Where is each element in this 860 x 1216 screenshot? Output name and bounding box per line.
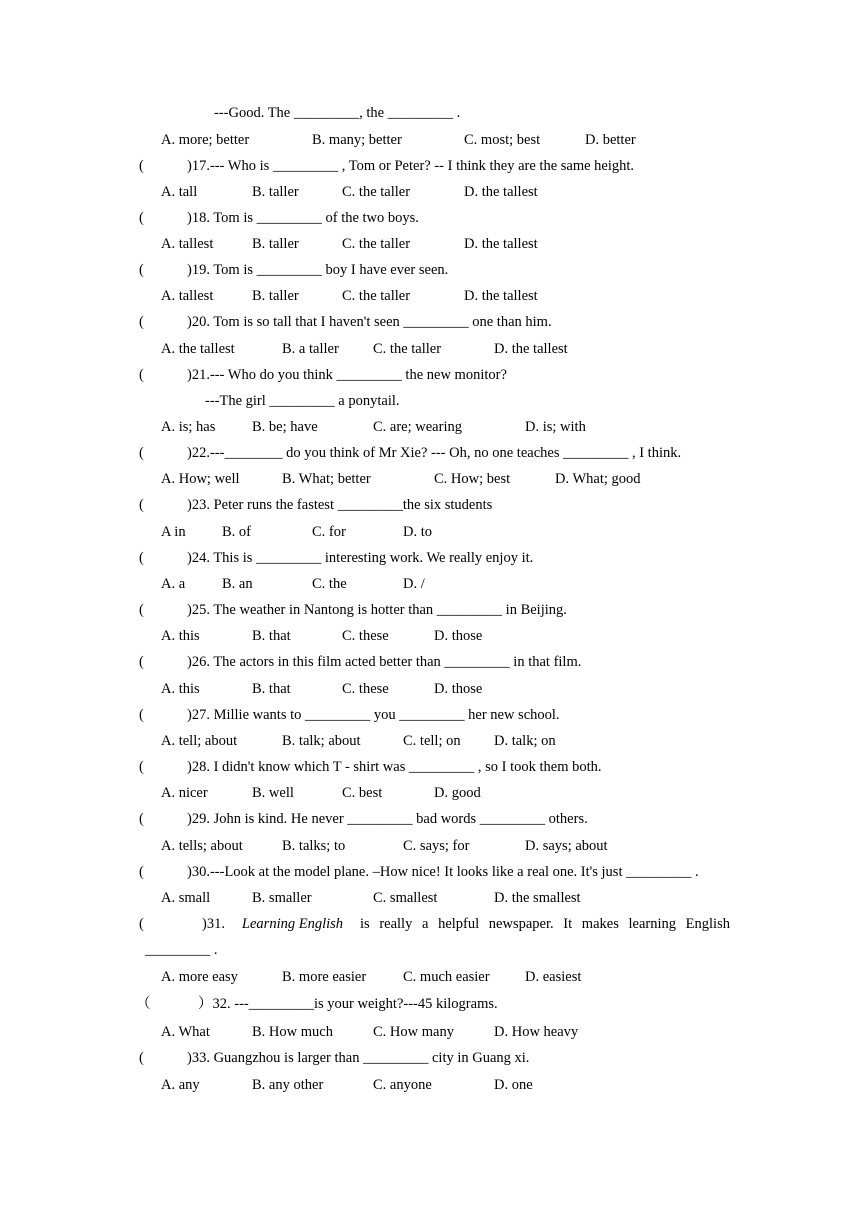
q23-paren: (: [139, 497, 144, 513]
q20-paren: (: [139, 314, 144, 330]
q28-option-a: A. nicer: [161, 785, 208, 801]
q16-option-c: C. most; best: [464, 132, 541, 148]
q19-option-c: C. the taller: [342, 288, 411, 304]
q24-option-d: D. /: [403, 576, 425, 592]
q21-text: )21.--- Who do you think _________ the new monitor?: [187, 367, 507, 383]
q28-paren: (: [139, 759, 144, 775]
q26-option-a: A. this: [161, 681, 200, 697]
q19-text: )19. Tom is _________ boy I have ever seen.: [187, 262, 449, 278]
q25-option-c: C. these: [342, 628, 389, 644]
q30-paren: (: [139, 864, 144, 880]
q26-text: )26. The actors in this film acted better than _________ in that film.: [187, 654, 582, 670]
q22-option-d: D. What; good: [555, 471, 641, 487]
q27-option-c: C. tell; on: [403, 733, 461, 749]
q22-option-b: B. What; better: [282, 471, 371, 487]
q33-option-b: B. any other: [252, 1077, 324, 1093]
q21-option-c: C. are; wearing: [373, 419, 462, 435]
q32-option-a: A. What: [161, 1024, 210, 1040]
q32-text: ）32. ---_________is your weight?---45 kilograms.: [198, 996, 498, 1012]
q31-blank-line: _________ .: [145, 942, 218, 958]
q27-option-d: D. talk; on: [494, 733, 556, 749]
q17-option-c: C. the taller: [342, 184, 411, 200]
q21-reply: ---The girl _________ a ponytail.: [205, 393, 400, 409]
q19-paren: (: [139, 262, 144, 278]
q16-option-b: B. many; better: [312, 132, 402, 148]
q32-option-b: B. How much: [252, 1024, 333, 1040]
q26-paren: (: [139, 654, 144, 670]
q31-option-c: C. much easier: [403, 969, 490, 985]
q22-option-a: A. How; well: [161, 471, 240, 487]
q31-text: [202, 915, 730, 933]
q17-text: )17.--- Who is _________ , Tom or Peter? -- I think they are the same height.: [187, 158, 635, 174]
q21-option-d: D. is; with: [525, 419, 586, 435]
q28-option-d: D. good: [434, 785, 481, 801]
q18-option-a: A. tallest: [161, 236, 214, 252]
q32-paren: （: [136, 996, 151, 1012]
q31-paren: (: [139, 916, 144, 932]
q27-option-a: A. tell; about: [161, 733, 238, 749]
q17-paren: (: [139, 158, 144, 174]
q29-option-d: D. says; about: [525, 838, 608, 854]
q31-newspaper-title: Learning English: [241, 916, 344, 932]
q17-option-d: D. the tallest: [464, 184, 538, 200]
q24-text: )24. This is _________ interesting work. We really enjoy it.: [187, 550, 534, 566]
q30-text: )30.---Look at the model plane. –How nice! It looks like a real one. It's just _________ .: [187, 864, 699, 880]
q32-option-d: D. How heavy: [494, 1024, 579, 1040]
q17-option-a: A. tall: [161, 184, 198, 200]
q23-option-a: A in: [161, 524, 186, 540]
q24-paren: (: [139, 550, 144, 566]
q18-option-c: C. the taller: [342, 236, 411, 252]
q29-text: )29. John is kind. He never _________ bad words _________ others.: [187, 811, 588, 827]
q29-option-a: A. tells; about: [161, 838, 243, 854]
q25-option-d: D. those: [434, 628, 483, 644]
q26-option-b: B. that: [252, 681, 291, 697]
q16-option-d: D. better: [585, 132, 636, 148]
q25-option-b: B. that: [252, 628, 291, 644]
q17-option-b: B. taller: [252, 184, 299, 200]
q23-option-d: D. to: [403, 524, 432, 540]
q18-paren: (: [139, 210, 144, 226]
q19-option-d: D. the tallest: [464, 288, 538, 304]
q23-text: )23. Peter runs the fastest _________the six students: [187, 497, 493, 513]
q24-option-b: B. an: [222, 576, 253, 592]
q20-option-b: B. a taller: [282, 341, 339, 357]
q25-paren: (: [139, 602, 144, 618]
q33-paren: (: [139, 1050, 144, 1066]
q29-option-b: B. talks; to: [282, 838, 346, 854]
q31-option-b: B. more easier: [282, 969, 367, 985]
q31-rest: is really a helpful newspaper. It makes learning English: [359, 916, 730, 932]
q18-option-b: B. taller: [252, 236, 299, 252]
q31-option-a: A. more easy: [161, 969, 238, 985]
q18-text: )18. Tom is _________ of the two boys.: [187, 210, 419, 226]
q16-answer-line: ---Good. The _________, the _________ .: [214, 105, 461, 121]
q31-number: )31.: [202, 916, 225, 932]
q33-option-c: C. anyone: [373, 1077, 432, 1093]
q20-option-a: A. the tallest: [161, 341, 235, 357]
q33-option-a: A. any: [161, 1077, 200, 1093]
q30-option-d: D. the smallest: [494, 890, 581, 906]
q23-option-c: C. for: [312, 524, 346, 540]
q21-paren: (: [139, 367, 144, 383]
q20-option-c: C. the taller: [373, 341, 442, 357]
q33-text: )33. Guangzhou is larger than _________ city in Guang xi.: [187, 1050, 530, 1066]
q25-option-a: A. this: [161, 628, 200, 644]
q32-option-c: C. How many: [373, 1024, 454, 1040]
q21-option-b: B. be; have: [252, 419, 318, 435]
q24-option-a: A. a: [161, 576, 186, 592]
q22-option-c: C. How; best: [434, 471, 511, 487]
q30-option-c: C. smallest: [373, 890, 438, 906]
q27-option-b: B. talk; about: [282, 733, 361, 749]
q26-option-d: D. those: [434, 681, 483, 697]
q26-option-c: C. these: [342, 681, 389, 697]
q21-option-a: A. is; has: [161, 419, 216, 435]
q31-option-d: D. easiest: [525, 969, 582, 985]
q22-text: )22.---________ do you think of Mr Xie? --- Oh, no one teaches _________ , I think.: [187, 445, 682, 461]
q20-option-d: D. the tallest: [494, 341, 568, 357]
q20-text: )20. Tom is so tall that I haven't seen _________ one than him.: [187, 314, 552, 330]
q22-paren: (: [139, 445, 144, 461]
q27-paren: (: [139, 707, 144, 723]
q28-option-b: B. well: [252, 785, 294, 801]
q30-option-b: B. smaller: [252, 890, 312, 906]
q19-option-a: A. tallest: [161, 288, 214, 304]
q16-option-a: A. more; better: [161, 132, 250, 148]
q24-option-c: C. the: [312, 576, 347, 592]
q25-text: )25. The weather in Nantong is hotter than _________ in Beijing.: [187, 602, 567, 618]
q23-option-b: B. of: [222, 524, 251, 540]
q29-option-c: C. says; for: [403, 838, 470, 854]
q30-option-a: A. small: [161, 890, 211, 906]
q18-option-d: D. the tallest: [464, 236, 538, 252]
q28-text: )28. I didn't know which T - shirt was _________ , so I took them both.: [187, 759, 602, 775]
q19-option-b: B. taller: [252, 288, 299, 304]
q29-paren: (: [139, 811, 144, 827]
q33-option-d: D. one: [494, 1077, 533, 1093]
q27-text: )27. Millie wants to _________ you _________ her new school.: [187, 707, 560, 723]
q28-option-c: C. best: [342, 785, 383, 801]
